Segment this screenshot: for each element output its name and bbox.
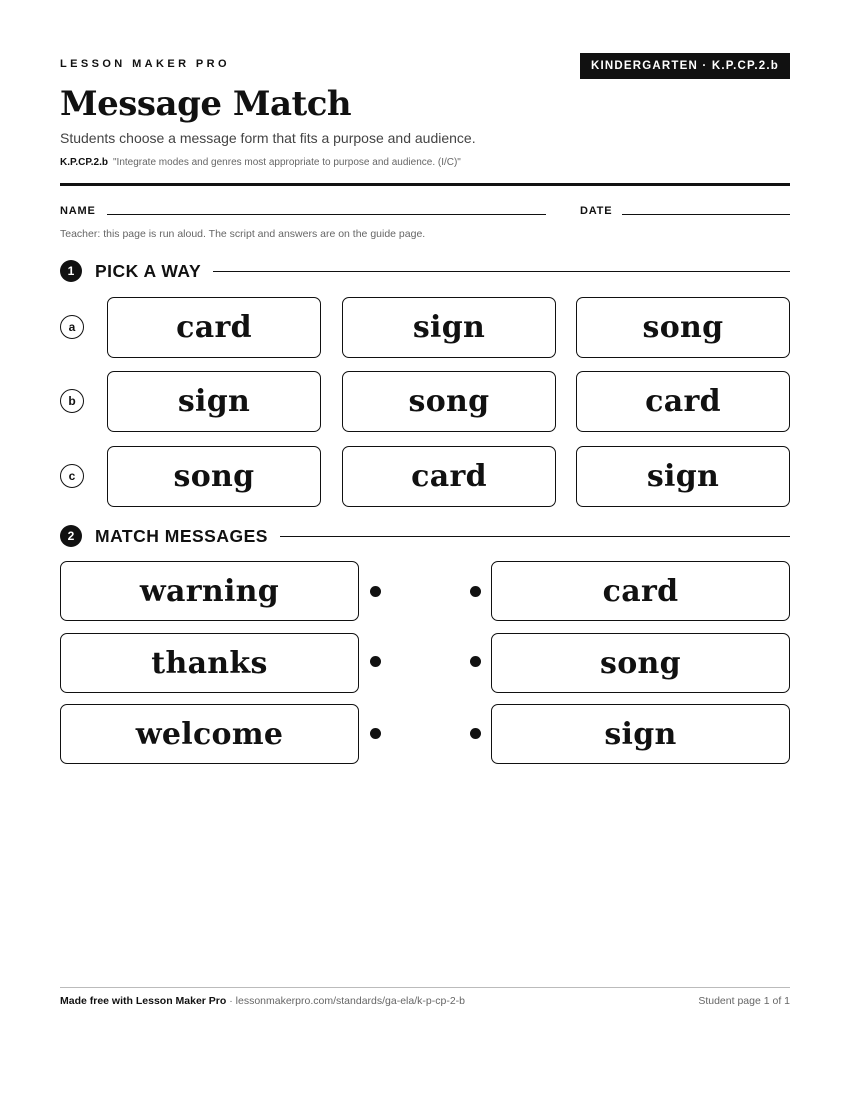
match-left-thanks[interactable]: thanks xyxy=(60,633,359,693)
footer-credit xyxy=(60,995,465,1007)
row-letter-a: a xyxy=(60,315,84,339)
brand-name: LESSON MAKER PRO xyxy=(60,58,230,70)
match-dot-left[interactable] xyxy=(370,728,381,739)
grade-badge: KINDERGARTEN · K.P.CP.2.b xyxy=(580,53,790,79)
section-pick-a-way-header xyxy=(60,259,790,283)
choice-card[interactable]: card xyxy=(576,371,790,432)
worksheet-page xyxy=(60,0,790,1100)
match-left-welcome[interactable]: welcome xyxy=(60,704,359,764)
standard-line xyxy=(60,157,461,168)
footer-divider xyxy=(60,987,790,988)
section-title: MATCH MESSAGES xyxy=(95,525,268,546)
choice-song[interactable]: song xyxy=(107,446,321,507)
header-divider xyxy=(60,183,790,186)
match-right-song[interactable]: song xyxy=(491,633,790,693)
choice-card[interactable]: card xyxy=(107,297,321,358)
match-dot-right[interactable] xyxy=(470,586,481,597)
page-subtitle: Students choose a message form that fits a purpose and audience. xyxy=(60,130,476,146)
standard-text: "Integrate modes and genres most appropriate to purpose and audience. (I/C)" xyxy=(113,157,461,168)
section-divider xyxy=(213,271,790,272)
section-number-badge: 2 xyxy=(60,525,82,547)
match-right-card[interactable]: card xyxy=(491,561,790,621)
footer-page-number: Student page 1 of 1 xyxy=(698,995,790,1007)
section-divider xyxy=(280,536,790,537)
match-dot-left[interactable] xyxy=(370,656,381,667)
match-dot-right[interactable] xyxy=(470,656,481,667)
section-match-messages-header xyxy=(60,524,790,548)
row-letter-b: b xyxy=(60,389,84,413)
teacher-note: Teacher: this page is run aloud. The script and answers are on the guide page. xyxy=(60,228,426,240)
choice-sign[interactable]: sign xyxy=(576,446,790,507)
match-left-warning[interactable]: warning xyxy=(60,561,359,621)
choice-sign[interactable]: sign xyxy=(342,297,556,358)
choice-card[interactable]: card xyxy=(342,446,556,507)
name-label: NAME xyxy=(60,205,96,217)
date-label: DATE xyxy=(580,205,613,217)
match-right-sign[interactable]: sign xyxy=(491,704,790,764)
page-title: Message Match xyxy=(60,84,352,124)
section-number-badge: 1 xyxy=(60,260,82,282)
match-dot-left[interactable] xyxy=(370,586,381,597)
section-title: PICK A WAY xyxy=(95,260,202,281)
choice-sign[interactable]: sign xyxy=(107,371,321,432)
date-field-line[interactable] xyxy=(622,214,790,215)
footer-made-with: Made free with Lesson Maker Pro xyxy=(60,995,227,1007)
choice-song[interactable]: song xyxy=(576,297,790,358)
name-field-line[interactable] xyxy=(107,214,546,215)
footer-url[interactable]: · lessonmakerpro.com/standards/ga-ela/k-p-cp-2-b xyxy=(226,995,465,1007)
choice-song[interactable]: song xyxy=(342,371,556,432)
row-letter-c: c xyxy=(60,464,84,488)
standard-code: K.P.CP.2.b xyxy=(60,157,108,168)
match-dot-right[interactable] xyxy=(470,728,481,739)
